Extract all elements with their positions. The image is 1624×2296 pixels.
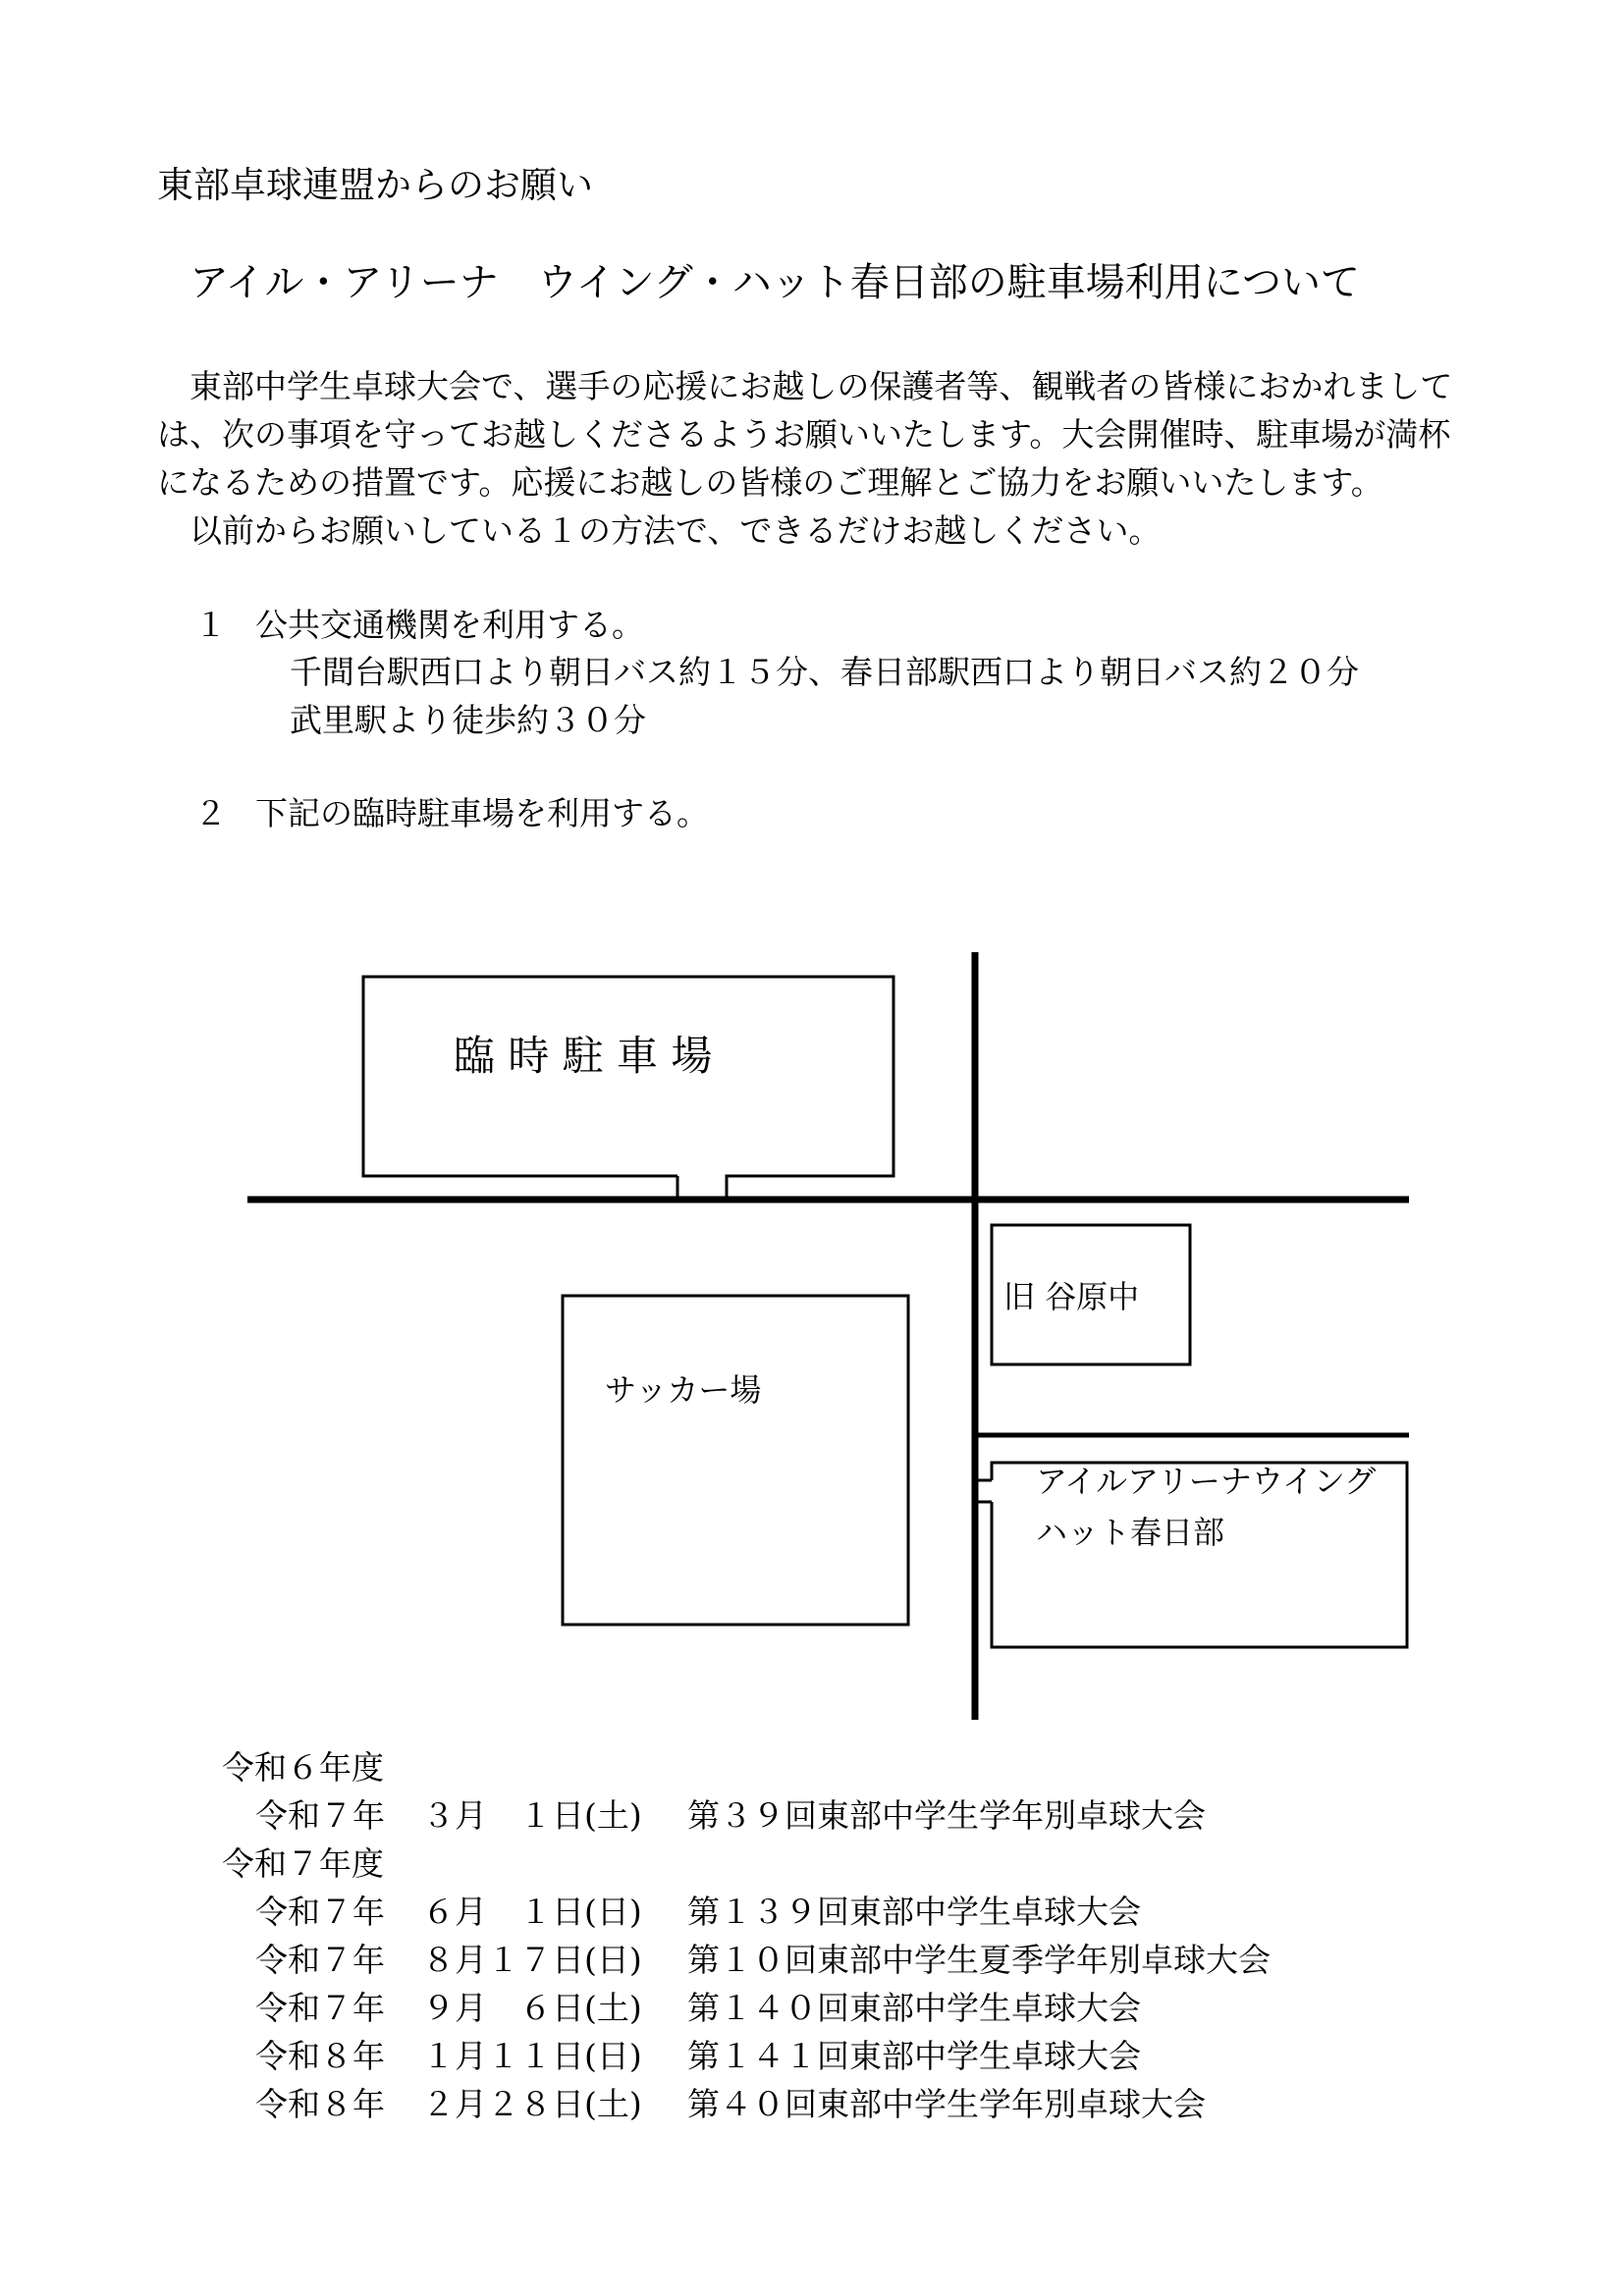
arena-label-line-1: アイルアリーナウイング	[1036, 1463, 1377, 1500]
schedule-date: １月１１日(日)	[422, 2037, 642, 2075]
paragraph-line-2: は、次の事項を守ってお越しくださるようお願いいたします。大会開催時、駐車場が満杯	[157, 415, 1451, 454]
schedule-event: 第１３９回東部中学生卓球大会	[687, 1893, 1141, 1931]
method-1-text: 公共交通機関を利用する。	[255, 606, 644, 644]
schedule-event: 第１０回東部中学生夏季学年別卓球大会	[687, 1941, 1271, 1979]
schedule-year: 令和８年	[255, 2085, 385, 2123]
paragraph-line-1: 東部中学生卓球大会で、選手の応援にお越しの保護者等、観戦者の皆様におかれまして	[189, 367, 1453, 405]
schedule-date: ９月 ６日(土)	[422, 1989, 642, 2027]
paragraph-line-3: になるための措置です。応援にお越しの皆様のご理解とご協力をお願いいたします。	[157, 463, 1383, 502]
parking-lot-label: 臨 時 駐 車 場	[454, 1032, 713, 1080]
method-1-detail-1: 千間台駅西口より朝日バス約１５分、春日部駅西口より朝日バス約２０分	[290, 653, 1359, 691]
temporary-parking-lot	[363, 977, 893, 1200]
schedule-event: 第３９回東部中学生学年別卓球大会	[687, 1796, 1206, 1835]
schedule-year: 令和７年	[255, 1989, 385, 2027]
schedule-year: 令和７年	[255, 1796, 385, 1835]
schedule-date: ２月２８日(土)	[422, 2085, 642, 2123]
fiscal-year-7-label: 令和７年度	[222, 1844, 384, 1883]
method-1-detail-2: 武里駅より徒歩約３０分	[290, 701, 646, 739]
schedule-date: ８月１７日(日)	[422, 1941, 642, 1979]
schedule-event: 第４０回東部中学生学年別卓球大会	[687, 2085, 1206, 2123]
former-school-label: 旧 谷原中	[1003, 1278, 1140, 1315]
schedule-year: 令和８年	[255, 2037, 385, 2075]
schedule-year: 令和７年	[255, 1941, 385, 1979]
method-1-number: １	[194, 606, 227, 644]
schedule-date: ６月 １日(日)	[422, 1893, 642, 1931]
document-heading: 東部卓球連盟からのお願い	[157, 164, 593, 206]
schedule-year: 令和７年	[255, 1893, 385, 1931]
schedule-event: 第１４０回東部中学生卓球大会	[687, 1989, 1141, 2027]
paragraph-line-4: 以前からお願いしている１の方法で、できるだけお越しください。	[189, 511, 1162, 550]
schedule-event: 第１４１回東部中学生卓球大会	[687, 2037, 1141, 2075]
method-2-text: 下記の臨時駐車場を利用する。	[255, 794, 709, 832]
soccer-field-label: サッカー場	[605, 1371, 762, 1409]
document-title: アイル・アリーナ ウイング・ハット春日部の駐車場利用について	[189, 260, 1360, 305]
method-2-number: ２	[194, 794, 227, 832]
fiscal-year-6-label: 令和６年度	[222, 1748, 384, 1787]
arena-label-line-2: ハット春日部	[1036, 1514, 1225, 1551]
soccer-field	[563, 1296, 908, 1625]
schedule-date: ３月 １日(土)	[422, 1796, 642, 1835]
